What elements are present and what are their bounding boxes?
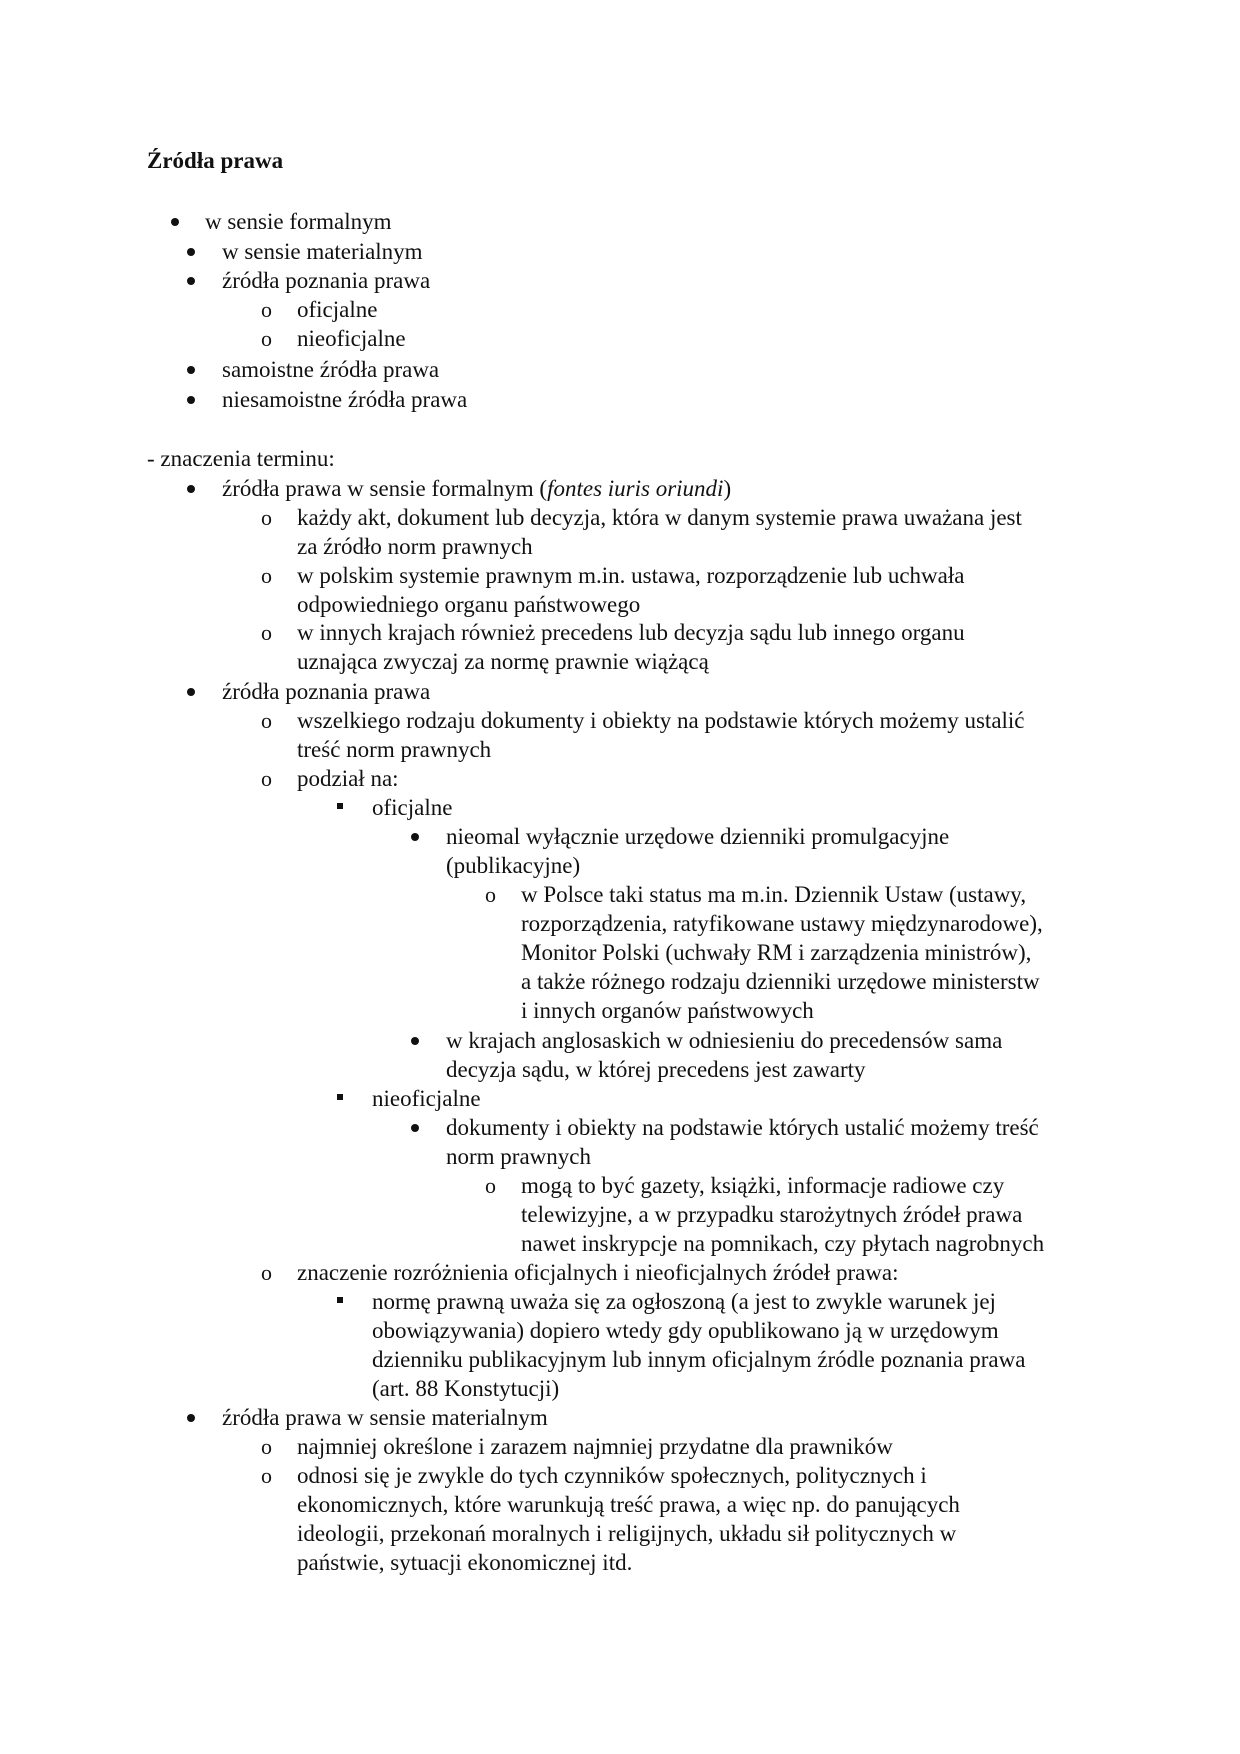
list-item: państwie, sytuacji ekonomicznej itd. xyxy=(297,1550,633,1575)
section-heading: - znaczenia terminu: xyxy=(147,446,335,471)
circle-bullet-icon: o xyxy=(261,620,272,645)
list-item: telewizyjne, a w przypadku starożytnych źródeł prawa xyxy=(521,1202,1023,1227)
list-item: norm prawnych xyxy=(446,1144,591,1169)
circle-bullet-icon: o xyxy=(261,1463,272,1488)
list-item: w polskim systemie prawnym m.in. ustawa, rozporządzenie lub uchwała xyxy=(297,563,965,588)
bullet-dot xyxy=(187,396,195,404)
bullet-dot xyxy=(187,277,195,285)
list-item: odnosi się je zwykle do tych czynników społecznych, politycznych i xyxy=(297,1463,927,1488)
list-item: każdy akt, dokument lub decyzja, która w danym systemie prawa uważana jest xyxy=(297,505,1022,530)
list-item: w sensie materialnym xyxy=(222,239,423,264)
circle-bullet-icon: o xyxy=(261,708,272,733)
circle-bullet-icon: o xyxy=(261,1434,272,1459)
square-bullet-icon xyxy=(337,1297,343,1303)
circle-bullet-icon: o xyxy=(261,1260,272,1285)
list-item: niesamoistne źródła prawa xyxy=(222,387,468,412)
list-item: treść norm prawnych xyxy=(297,737,492,762)
circle-bullet-icon: o xyxy=(485,1173,496,1198)
formal-label: źródła prawa w sensie formalnym (fontes iuris oriundi) xyxy=(222,476,732,501)
square-bullet-icon xyxy=(337,1094,343,1100)
list-item: nawet inskrypcje na pomnikach, czy płytach nagrobnych xyxy=(521,1231,1045,1256)
list-item: normę prawną uważa się za ogłoszoną (a jest to zwykle warunek jej xyxy=(372,1289,996,1314)
list-item: nieoficjalne xyxy=(297,326,406,351)
list-item: najmniej określone i zarazem najmniej przydatne dla prawników xyxy=(297,1434,893,1459)
bullet-dot xyxy=(187,688,195,696)
list-item: wszelkiego rodzaju dokumenty i obiekty na podstawie których możemy ustalić xyxy=(297,708,1025,733)
list-item: decyzja sądu, w której precedens jest zawarty xyxy=(446,1057,866,1082)
list-item: uznająca zwyczaj za normę prawnie wiążącą xyxy=(297,649,709,674)
list-item: źródła poznania prawa xyxy=(222,268,431,293)
list-item: dzienniku publikacyjnym lub innym oficjalnym źródle poznania prawa xyxy=(372,1347,1026,1372)
list-item: mogą to być gazety, książki, informacje radiowe czy xyxy=(521,1173,1005,1198)
bullet-dot xyxy=(187,485,195,493)
list-item: w krajach anglosaskich w odniesieniu do precedensów sama xyxy=(446,1028,1003,1053)
list-item: w Polsce taki status ma m.in. Dziennik Ustaw (ustawy, xyxy=(521,882,1027,907)
list-item: podział na: xyxy=(297,766,399,791)
list-item: ekonomicznych, które warunkują treść prawa, a więc np. do panujących xyxy=(297,1492,960,1517)
bullet-dot xyxy=(187,366,195,374)
list-item: Monitor Polski (uchwały RM i zarządzenia ministrów), xyxy=(521,940,1032,965)
list-item: i innych organów państwowych xyxy=(521,998,814,1023)
bullet-dot xyxy=(187,248,195,256)
circle-bullet-icon: o xyxy=(261,297,272,322)
circle-bullet-icon: o xyxy=(261,505,272,530)
list-item: oficjalne xyxy=(372,795,453,820)
poznania-label: źródła poznania prawa xyxy=(222,679,431,704)
list-item: obowiązywania) dopiero wtedy gdy opublikowano ją w urzędowym xyxy=(372,1318,999,1343)
bullet-dot xyxy=(411,1037,419,1045)
square-bullet-icon xyxy=(337,803,343,809)
list-item: a także różnego rodzaju dzienniki urzędowe ministerstw xyxy=(521,969,1040,994)
bullet-dot xyxy=(411,1124,419,1132)
list-item: nieoficjalne xyxy=(372,1086,481,1111)
list-item: ideologii, przekonań moralnych i religijnych, układu sił politycznych w xyxy=(297,1521,957,1546)
list-item: w innych krajach również precedens lub decyzja sądu lub innego organu xyxy=(297,620,965,645)
page-title: Źródła prawa xyxy=(147,148,284,173)
list-item: rozporządzenia, ratyfikowane ustawy międzynarodowe), xyxy=(521,911,1043,936)
material-label: źródła prawa w sensie materialnym xyxy=(222,1405,548,1430)
circle-bullet-icon: o xyxy=(261,326,272,351)
list-item: oficjalne xyxy=(297,297,378,322)
list-item: odpowiedniego organu państwowego xyxy=(297,592,641,617)
list-item: w sensie formalnym xyxy=(205,209,392,234)
bullet-dot xyxy=(187,1414,195,1422)
list-item: za źródło norm prawnych xyxy=(297,534,533,559)
list-item: (publikacyjne) xyxy=(446,853,581,878)
list-item: znaczenie rozróżnienia oficjalnych i nieoficjalnych źródeł prawa: xyxy=(297,1260,899,1285)
list-item: samoistne źródła prawa xyxy=(222,357,440,382)
circle-bullet-icon: o xyxy=(485,882,496,907)
list-item: (art. 88 Konstytucji) xyxy=(372,1376,560,1401)
bullet-dot xyxy=(171,218,179,226)
circle-bullet-icon: o xyxy=(261,563,272,588)
list-item: nieomal wyłącznie urzędowe dzienniki promulgacyjne xyxy=(446,824,950,849)
bullet-dot xyxy=(411,833,419,841)
list-item: dokumenty i obiekty na podstawie których ustalić możemy treść xyxy=(446,1115,1039,1140)
circle-bullet-icon: o xyxy=(261,766,272,791)
